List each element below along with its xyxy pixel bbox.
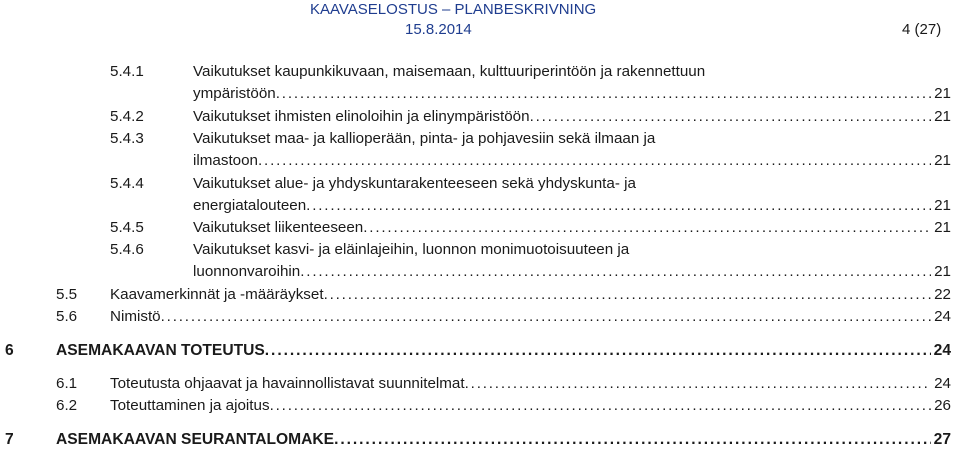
toc-leader-dots: [270, 395, 932, 417]
toc-leader-dots: [530, 106, 932, 128]
toc-entry-title: Vaikutukset kaupunkikuvaan, maisemaan, kulttuuriperintöön ja rakennettuun: [193, 63, 706, 80]
toc-entry-number: 5.4.3: [110, 130, 144, 147]
toc-entry-page: 26: [934, 397, 951, 414]
toc-entry-number: 6.2: [56, 397, 78, 414]
toc-entry-number: 5.4.4: [110, 175, 144, 192]
toc-entry-title: Vaikutukset liikenteeseen: [193, 219, 364, 236]
toc-leader-dots: [265, 340, 931, 362]
toc-entry-page: 22: [934, 286, 951, 303]
toc-entry-title-cont: ympäristöön: [193, 85, 276, 102]
toc-entry-page: 21: [934, 108, 951, 125]
toc-entry-number: 5.5: [56, 286, 78, 303]
toc-leader-dots: [300, 261, 931, 283]
toc-leader-dots: [258, 150, 931, 172]
toc-entry-page: 21: [934, 197, 951, 214]
toc-entry-title: Vaikutukset kasvi- ja eläinlajeihin, luonnon monimuotoisuuteen ja: [193, 241, 630, 258]
toc-entry-number: 7: [5, 431, 14, 448]
toc-entry-page: 24: [934, 375, 951, 392]
toc-leader-dots: [276, 83, 931, 105]
toc-entry-number: 5.4.6: [110, 241, 144, 258]
toc-entry-title: Toteuttaminen ja ajoitus: [110, 397, 270, 414]
toc-entry-title-cont: energiatalouteen: [193, 197, 307, 214]
toc-entry-number: 5.4.2: [110, 108, 144, 125]
toc-entry-number: 5.4.1: [110, 63, 144, 80]
toc-entry-number: 5.4.5: [110, 219, 144, 236]
toc-leader-dots: [161, 306, 931, 328]
toc-leader-dots: [363, 217, 931, 239]
toc-entry-title-cont: ilmastoon: [193, 152, 258, 169]
toc-entry-number: 6.1: [56, 375, 78, 392]
toc-entry-page: 24: [934, 308, 951, 325]
toc-entry-title: Toteutusta ohjaavat ja havainnollistavat suunnitelmat: [110, 375, 465, 392]
toc-entry-title: Vaikutukset alue- ja yhdyskuntarakenteeseen sekä yhdyskunta- ja: [193, 175, 636, 192]
toc-entry-page: 27: [933, 431, 951, 448]
toc-entry-number: 6: [5, 342, 14, 359]
toc-entry-title: ASEMAKAAVAN TOTEUTUS: [56, 342, 265, 359]
document-header-date: 15.8.2014: [405, 21, 472, 38]
toc-leader-dots: [324, 284, 932, 306]
document-header-title: KAAVASELOSTUS – PLANBESKRIVNING: [310, 1, 597, 18]
toc-leader-dots: [465, 373, 931, 395]
toc-entry-page: 21: [934, 85, 951, 102]
toc-entry-title: Vaikutukset ihmisten elinoloihin ja elinympäristöön: [193, 108, 530, 125]
toc-entry-number: 5.6: [56, 308, 78, 325]
toc-entry-page: 21: [934, 263, 951, 280]
toc-entry-title: Kaavamerkinnät ja -määräykset: [110, 286, 324, 303]
toc-entry-title: Vaikutukset maa- ja kallioperään, pinta- ja pohjavesiin sekä ilmaan ja: [193, 130, 656, 147]
toc-entry-page: 21: [934, 219, 951, 236]
toc-entry-page: 21: [934, 152, 951, 169]
toc-leader-dots: [306, 195, 931, 217]
toc-entry-title-cont: luonnonvaroihin: [193, 263, 301, 280]
toc-entry-title: Nimistö: [110, 308, 161, 325]
toc-entry-title: ASEMAKAAVAN SEURANTALOMAKE: [56, 431, 335, 448]
document-page-number: 4 (27): [902, 21, 942, 38]
toc-entry-page: 24: [933, 342, 951, 359]
